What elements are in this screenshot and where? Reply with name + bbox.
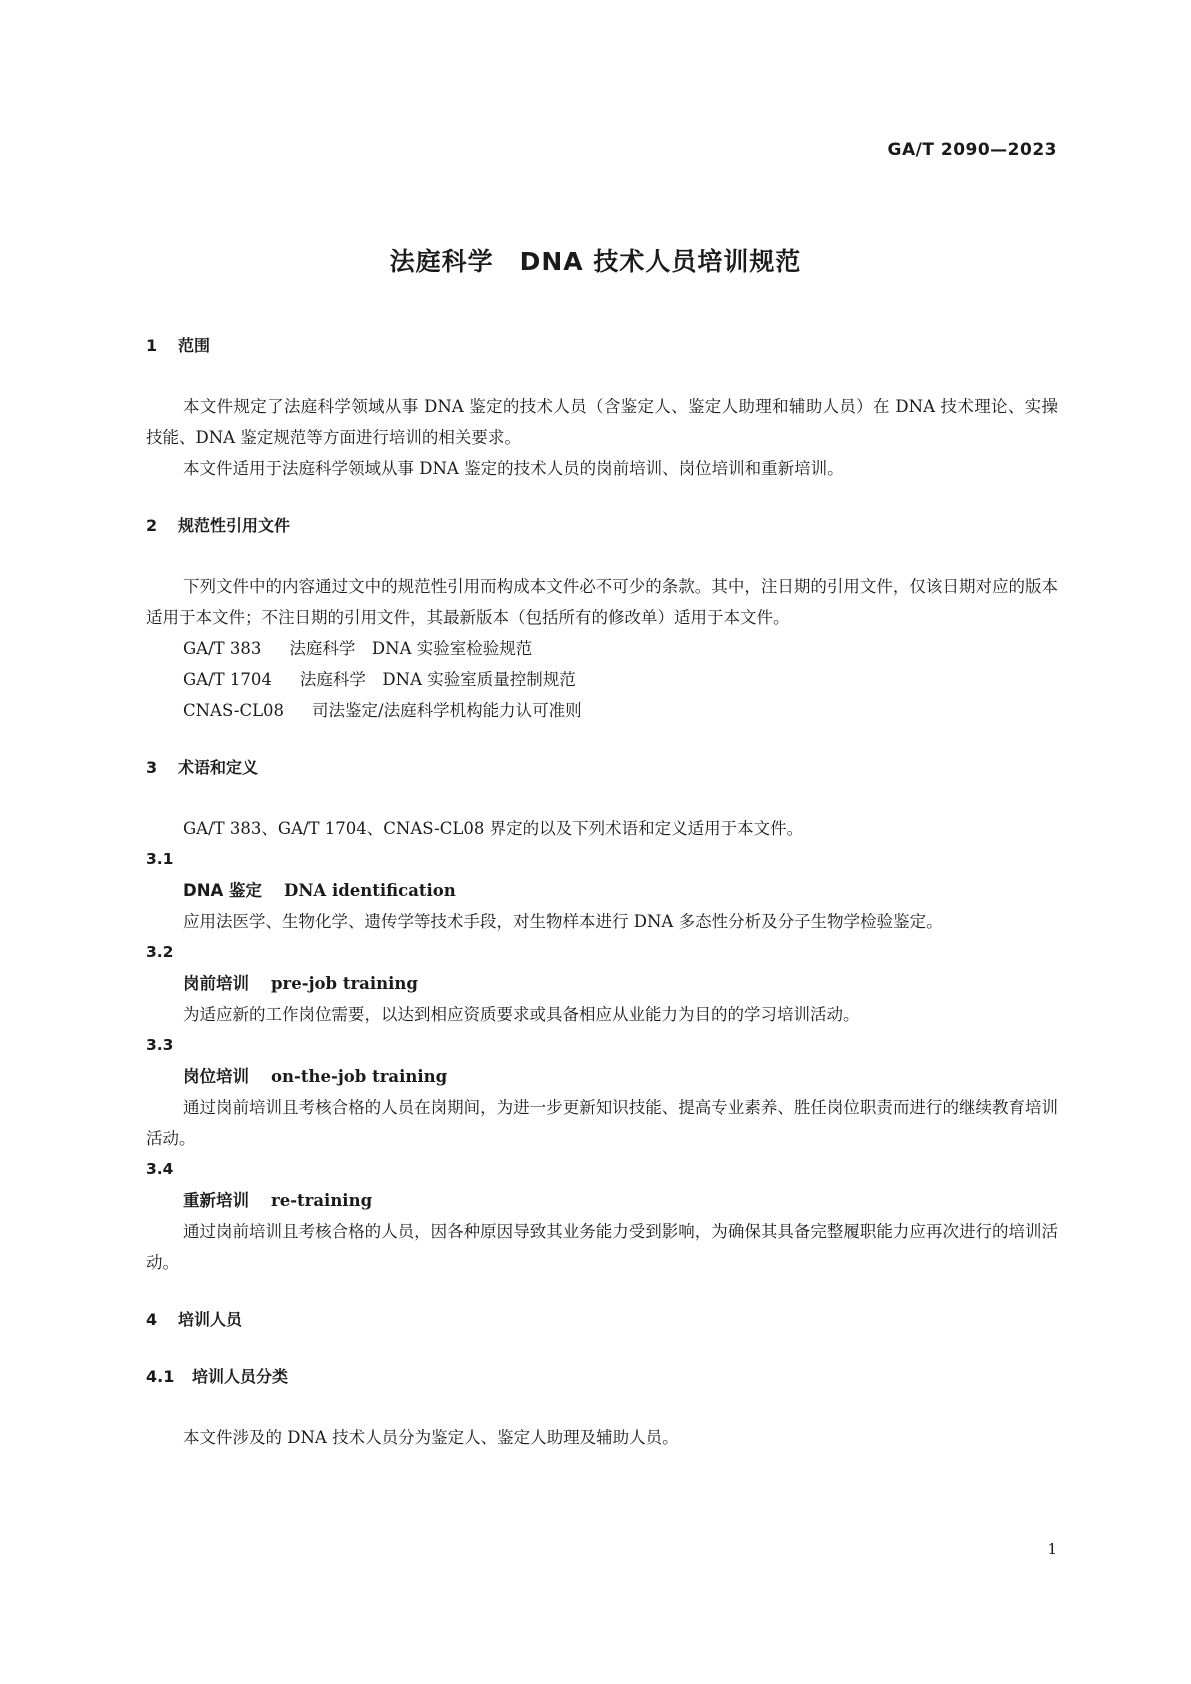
paragraph: 本文件规定了法庭科学领域从事 DNA 鉴定的技术人员（含鉴定人、鉴定人助理和辅助人员）在 DNA 技术理论、实操技能、DNA 鉴定规范等方面进行培训的相关要求。: [146, 397, 1058, 447]
reference-item: [146, 695, 1058, 726]
section-title: 培训人员: [178, 1310, 243, 1329]
section-heading-normative-references: [146, 514, 1058, 538]
term-en: pre-job training: [271, 974, 418, 993]
section-number: 3: [146, 758, 158, 777]
term-heading: [146, 875, 1058, 906]
reference-title: 司法鉴定/法庭科学机构能力认可准则: [312, 701, 582, 720]
paragraph: 下列文件中的内容通过文中的规范性引用而构成本文件必不可少的条款。其中，注日期的引用文件，仅该日期对应的版本适用于本文件；不注日期的引用文件，其最新版本（包括所有的修改单）适用于本文件。: [146, 577, 1058, 627]
document-body: [146, 334, 1058, 1453]
section-title: 范围: [178, 336, 211, 355]
term-heading: [146, 1185, 1058, 1216]
standard-code: GA/T 2090—2023: [887, 140, 1057, 160]
term-zh: 重新培训: [183, 1191, 249, 1210]
term-definition: 通过岗前培训且考核合格的人员，因各种原因导致其业务能力受到影响，为确保其具备完整履职能力应再次进行的培训活动。: [146, 1222, 1058, 1272]
term-heading: [146, 968, 1058, 999]
section-title: 术语和定义: [178, 758, 259, 777]
reference-title: 法庭科学 DNA 实验室检验规范: [289, 639, 533, 658]
reference-code: CNAS-CL08: [183, 701, 285, 720]
section-title: 规范性引用文件: [178, 516, 291, 535]
reference-item: [146, 664, 1058, 695]
term-definition: 为适应新的工作岗位需要，以达到相应资质要求或具备相应从业能力为目的的学习培训活动。: [183, 1005, 860, 1024]
term-en: on-the-job training: [271, 1067, 448, 1086]
reference-code: GA/T 383: [183, 639, 262, 658]
term-zh: 岗位培训: [183, 1067, 249, 1086]
subsection-title: 培训人员分类: [192, 1367, 289, 1386]
term-definition: 应用法医学、生物化学、遗传学等技术手段，对生物样本进行 DNA 多态性分析及分子生物学检验鉴定。: [183, 912, 943, 931]
paragraph: 本文件涉及的 DNA 技术人员分为鉴定人、鉴定人助理及辅助人员。: [183, 1428, 679, 1447]
reference-title: 法庭科学 DNA 实验室质量控制规范: [299, 670, 576, 689]
subsection-number: 4.1: [146, 1367, 175, 1386]
term-en: DNA identification: [284, 881, 456, 900]
term-zh: 岗前培训: [183, 974, 249, 993]
clause-number: 3.2: [146, 943, 174, 961]
document-title: 法庭科学 DNA 技术人员培训规范: [389, 247, 802, 276]
clause-number: 3.3: [146, 1036, 174, 1054]
clause-number: 3.4: [146, 1160, 174, 1178]
reference-item: [146, 633, 1058, 664]
paragraph: 本文件适用于法庭科学领域从事 DNA 鉴定的技术人员的岗前培训、岗位培训和重新培训。: [183, 459, 844, 478]
reference-code: GA/T 1704: [183, 670, 272, 689]
section-heading-trainees: [146, 1308, 1058, 1332]
section-number: 2: [146, 516, 158, 535]
term-zh: DNA 鉴定: [183, 881, 263, 900]
term-heading: [146, 1061, 1058, 1092]
term-en: re-training: [271, 1191, 373, 1210]
section-number: 4: [146, 1310, 158, 1329]
term-definition: 通过岗前培训且考核合格的人员在岗期间，为进一步更新知识技能、提高专业素养、胜任岗位职责而进行的继续教育培训活动。: [146, 1098, 1058, 1148]
section-heading-terms-definitions: [146, 756, 1058, 780]
section-number: 1: [146, 336, 158, 355]
page-number: 1: [1047, 1540, 1057, 1558]
clause-number: 3.1: [146, 850, 174, 868]
subsection-heading: [146, 1365, 1058, 1389]
paragraph: GA/T 383、GA/T 1704、CNAS-CL08 界定的以及下列术语和定义适用于本文件。: [183, 819, 804, 838]
section-heading-scope: [146, 334, 1058, 358]
